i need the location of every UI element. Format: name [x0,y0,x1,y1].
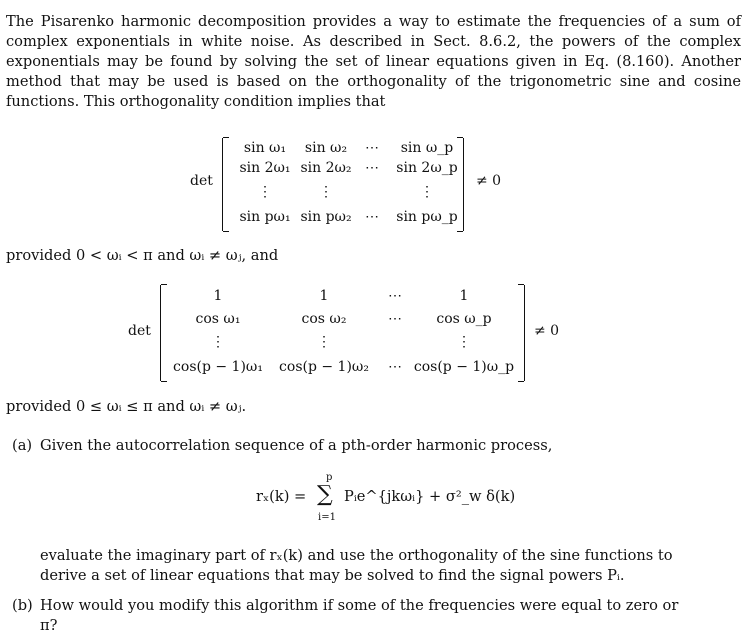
cos-cell-r0-c0: 1 [213,288,223,304]
sine-cell-r0-c0: sin ω₁ [243,140,287,156]
formula-rhs: Pᵢe^{jkωᵢ} + σ²_w δ(k) [344,488,516,505]
cos-cell-r1-c3: cos ω_p [436,311,492,327]
sine-cell-r1-c1: sin 2ω₂ [300,160,352,176]
sine-cell-r0-c1: sin ω₂ [304,140,348,156]
neq-1: ≠ 0 [476,173,502,189]
neq-2: ≠ 0 [534,323,560,339]
part-b-label: (b) [12,597,33,614]
formula-sum-top: p [326,472,333,483]
sine-cell-r2-c3: ⋮ [420,184,434,200]
cos-cell-r3-c2: ⋯ [388,359,402,375]
cos-cell-r1-c1: cos ω₂ [301,311,347,327]
part-b-text: How would you modify this algorithm if some of the frequencies were equal to zero or π? [40,597,679,634]
cos-cell-r2-c0: ⋮ [211,334,225,350]
cos-cell-r0-c1: 1 [319,288,329,304]
formula-sum-bottom: i=1 [318,512,336,523]
det-label-1: det [190,173,213,189]
part-a-text: Given the autocorrelation sequence of a pth-order harmonic process, [40,437,553,454]
cos-cell-r0-c3: 1 [459,288,469,304]
part-a-continuation: evaluate the imaginary part of rₓ(k) and use the orthogonality of the sine functions to derive a set of linear equations that may be solved to find the signal powers Pᵢ. [40,547,673,584]
sine-cell-r2-c1: ⋮ [319,184,333,200]
sine-cell-r0-c3: sin ω_p [400,140,454,156]
det-label-2: det [128,323,151,339]
cos-cell-r1-c0: cos ω₁ [195,311,241,327]
cos-cell-r2-c3: ⋮ [457,334,471,350]
formula-sum: ∑ [317,482,333,507]
sine-cell-r1-c3: sin 2ω_p [396,160,458,176]
part-a-label: (a) [12,437,33,454]
cos-cell-r3-c0: cos(p − 1)ω₁ [173,359,263,375]
provided-line-1: provided 0 < ωᵢ < π and ωᵢ ≠ ωⱼ, and [6,247,279,264]
cos-cell-r3-c3: cos(p − 1)ω_p [413,359,515,375]
sine-cell-r0-c2: ⋯ [365,140,379,156]
sine-cell-r1-c0: sin 2ω₁ [239,160,291,176]
sine-cell-r3-c3: sin pω_p [396,209,458,225]
cos-cell-r0-c2: ⋯ [388,288,402,304]
sine-cell-r3-c0: sin pω₁ [239,209,291,225]
cos-cell-r3-c1: cos(p − 1)ω₂ [279,359,369,375]
formula-lhs: rₓ(k) = [256,488,307,505]
provided-line-2: provided 0 ≤ ωᵢ ≤ π and ωᵢ ≠ ωⱼ. [6,398,247,415]
sine-cell-r3-c1: sin pω₂ [300,209,352,225]
sine-cell-r2-c0: ⋮ [258,184,272,200]
cos-cell-r1-c2: ⋯ [388,311,402,327]
cos-cell-r2-c1: ⋮ [317,334,331,350]
sine-cell-r1-c2: ⋯ [365,160,379,176]
intro-paragraph: The Pisarenko harmonic decomposition provides a way to estimate the frequencies of a sum of complex exponentials in white noise. As described in Sect. 8.6.2, the powers of the complex exponentials may be found by solving the set of linear equations given in Eq. (8.160). Another method that may be used is based on the orthogonality of the trigonometric sine and cosine functions. This orthogonality condition implies that [6,13,741,110]
sine-cell-r3-c2: ⋯ [365,209,379,225]
